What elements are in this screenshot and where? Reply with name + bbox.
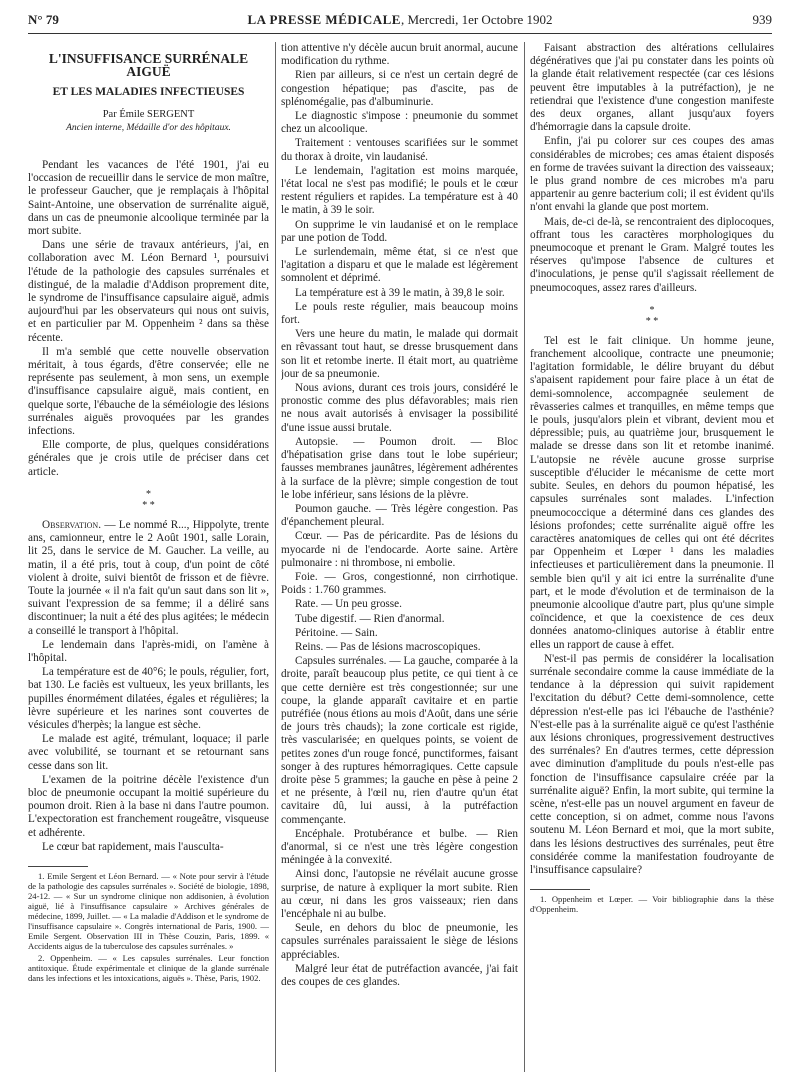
footnote-rule: [28, 866, 88, 867]
paragraph: Nous avions, durant ces trois jours, considéré le pronostic comme des plus défavorables; mais rien ne nous avait autorisés à envisager la possibilité d'une issue aussi brutale.: [281, 382, 518, 434]
section-separator: [28, 489, 269, 511]
paragraph: Malgré leur état de putréfaction avancée, j'ai fait des coupes de ces glandes.: [281, 962, 518, 989]
footnote-rule: [530, 889, 590, 890]
footnote: 1. Oppenheim et Lœper. — Voir bibliographie dans la thèse d'Oppenheim.: [530, 894, 774, 915]
paragraph: N'est-il pas permis de considérer la localisation surrénale secondaire comme la cause immédiate de la tendance à la dépression qui suivit rapidement l'excitation du début? Cette demi-somnolence, cette dépression n'est-elle pas ici l'ébauche de l'asthénie? N'est-elle pas à la surrénalite aiguë ce qu'est l'asthénie aux lésions chroniques, progressivement destructives des surrénales? En d'autres termes, cette dépression avec diminution d'amplitude du pouls n'est-elle pas fonction de l'insuffisance capsulaire créée par la surrénalite aiguë? Enfin, la mort subite, qui termine la scène, n'est-elle pas un nouvel argument en faveur de cette conception, si on admet, comme nous l'avons soutenu M. Léon Bernard et moi, que la mort subite, dans les lésions destructives des surrénales, peut être considérée comme la manifestation foudroyante de l'insuffisance capsulaire?: [530, 652, 774, 876]
observation-label: Observation.: [42, 518, 101, 531]
paragraph: Le pouls reste régulier, mais beaucoup moins fort.: [281, 300, 518, 327]
column-1: [28, 42, 269, 1072]
journal-masthead: [28, 12, 772, 28]
article-title: L'INSUFFISANCE SURRÉNALE AIGUË: [48, 51, 249, 80]
footnote: 2. Oppenheim. — « Les capsules surrénales. Leur fonction antitoxique. Étude expérimentale et clinique de la glande surrénale dans les infections et les intoxications, aiguës ». Thèse, Paris, 1902.: [28, 952, 269, 983]
paragraph: Le surlendemain, même état, si ce n'est que l'agitation a disparu et que le malade est légèrement somnolent et déprimé.: [281, 246, 518, 285]
paragraph: Foie. — Gros, congestionné, non cirrhotique. Poids : 1.760 grammes.: [281, 570, 518, 597]
journal-title: LA PRESSE MÉDICALE: [247, 12, 401, 27]
paragraph: Le lendemain, l'agitation est moins marquée, l'état local ne s'est pas modifié; le pouls et le cœur restent réguliers et rapides. La température est à 40 le matin, à 39 le soir.: [281, 164, 518, 217]
column-2: [281, 42, 518, 1072]
paragraph: Seule, en dehors du bloc de pneumonie, les capsules surrénales paraissaient le siège de lésions appréciables.: [281, 922, 518, 961]
paragraph: Enfin, j'ai pu colorer sur ces coupes des amas considérables de microbes; ces amas étaient disposés en forme de travées suivant la direction des vaisseaux; le plus grand nombre de ces microbes m'a paru appartenir au genre bacterium coli; il est évident qu'ils n'ont envahi la glande que post mortem.: [530, 135, 774, 214]
paragraph: Poumon gauche. — Très légère congestion. Pas d'épanchement pleural.: [281, 502, 518, 529]
paragraph: Vers une heure du matin, le malade qui dormait en rêvassant tout haut, se dresse brusquement dans son lit et retombe inerte. Il était mort, au quatrième jour de sa pneumonie.: [281, 328, 518, 380]
paragraph: Dans une série de travaux antérieurs, j'ai, en collaboration avec M. Léon Bernard ¹, poursuivi l'étude de la pathologie des capsules surrénales et distingué, de la maladie d'Addison proprement dite, le syndrome de l'insuffisance capsulaire aiguë, admis aujourd'hui par les observateurs qui nous ont suivis, et en particulier par M. Oppenheim ² dans sa thèse récente.: [28, 239, 269, 344]
section-separator: [530, 305, 774, 327]
page-header: [28, 12, 772, 32]
paragraph: Encéphale. Protubérance et bulbe. — Rien d'anormal, si ce n'est une très légère congestion méningée à la convexité.: [281, 827, 518, 867]
paragraph: Faisant abstraction des altérations cellulaires dégénératives que j'ai pu constater dans les points où la glande était relativement respectée (car ces lésions peuvent être imputables à la putréfaction), je ne retiendrai que l'existence d'une congestion manifeste des deux organes, allant jusqu'aux foyers d'hémorragie dans la capsule droite.: [530, 42, 774, 134]
paragraph-text: — Le nommé R..., Hippolyte, trente ans, camionneur, entre le 2 Août 1901, salle Lorain, lit 25, dans le service de M. Gaucher. La veille, au matin, il a été pris, tout à coup, d'un point de côté violent à droite, suivi bientôt de frisson et de fièvre. Toute la journée « il n'a fait qu'un saut dans son lit », suivant l'expression de sa femme; il a déliré sans discontinuer; la nuit a été des plus agitées; le médecin a conseillé le transport à l'hôpital.: [28, 518, 269, 637]
article-author: Par Émile SERGENT: [102, 108, 195, 120]
paragraph: Péritoine. — Sain.: [295, 626, 378, 639]
column-3: [530, 42, 774, 1072]
paragraph: Il m'a semblé que cette nouvelle observation méritait, à tous égards, d'être conservée; elle ne représente pas seulement, à mon sens, un exemple d'insuffisance capsulaire aiguë, mais contient, en quelque sorte, l'ébauche de la séméiologie des lésions surrénales aiguës provoquées par les grandes infections.: [28, 345, 269, 438]
column-divider: [275, 42, 276, 1072]
footnote: 1. Emile Sergent et Léon Bernard. — « Note pour servir à l'étude de la pathologie des capsules surrénales ». Société de biologie, 1898, 24-12. — « Sur un syndrome clinique non addisonien, à évolution aiguë, lié à l'insuffisance capsulaire » Archives générales de médecine, 1899, Juillet. — « La maladie d'Addison et le syndrome de l'insuffisance capsulaire ». Congrès international de Paris, 1900. — Emile Sergent. Observation III in Thèse Couzin, Paris, 1899. « Accidents aigus de la tuberculose des capsules surrénales. »: [28, 870, 269, 951]
paragraph: L'examen de la poitrine décèle l'existence d'un bloc de pneumonie occupant la moitié supérieure du poumon droit. Rien à la base ni dans l'autre poumon. L'expectoration est franchement rougeâtre, visqueuse et adhérente.: [28, 773, 269, 839]
paragraph: Reins. — Pas de lésions macroscopiques.: [295, 640, 481, 653]
paragraph: Cœur. — Pas de péricardite. Pas de lésions du myocarde ni de l'endocarde. Aorte saine. Artère pulmonaire : ni thrombose, ni embolie.: [281, 530, 518, 569]
paragraph: Le lendemain dans l'après-midi, on l'amène à l'hôpital.: [28, 638, 269, 664]
paragraph: Ainsi donc, l'autopsie ne révélait aucune grosse surprise, de nature à expliquer la mort subite. Rien au cœur, ni dans les gros vaisseaux; rien dans l'encéphale ni au bulbe.: [281, 868, 518, 920]
paragraph: On supprime le vin laudanisé et on le remplace par une potion de Todd.: [281, 218, 518, 244]
paragraph: Rate. — Un peu grosse.: [295, 598, 402, 611]
paragraph: La température est de 40°6; le pouls, régulier, fort, bat 130. Le faciès est vultueux, les yeux brillants, les pupilles énormément dilatées, égales et régulières; la lèvre supérieure et les narines sont couvertes de vésicules d'herpès; la langue est sèche.: [28, 666, 269, 731]
page-number: 939: [752, 12, 772, 27]
paragraph: Mais, de-ci de-là, se rencontraient des diplocoques, offrant tous les caractères morphologiques du pneumocoque et prenant le Gram. Malgré toutes les réserves qu'impose l'absence de cultures et d'inoculations, je pense qu'il s'agissait réellement de pneumocoques, assez rares d'ailleurs.: [530, 215, 774, 294]
paragraph: Le diagnostic s'impose : pneumonie du sommet chez un alcoolique.: [281, 110, 518, 136]
asterism: * * *: [142, 488, 155, 511]
paragraph: Le malade est agité, trémulant, loquace; il parle avec volubilité, se tournant et se retournant sans cesse dans son lit.: [28, 733, 269, 772]
article-subtitle: ET LES MALADIES INFECTIEUSES: [52, 86, 245, 99]
paragraph: Rien par ailleurs, si ce n'est un certain degré de congestion hépatique; pas d'ascite, pas de splénomégalie, pas d'albuminurie.: [281, 69, 518, 108]
paragraph: Elle comporte, de plus, quelques considérations générales que je crois utile de préciser dans cet article.: [28, 439, 269, 478]
article-heading: [28, 52, 269, 135]
column-divider: [524, 42, 525, 1072]
paragraph: Le cœur bat rapidement, mais l'ausculta-: [42, 840, 224, 853]
paragraph: Traitement : ventouses scarifiées sur le sommet du thorax à droite, vin laudanisé.: [281, 137, 518, 163]
issue-number: N° 79: [28, 12, 59, 27]
paragraph: Capsules surrénales. — La gauche, comparée à la droite, paraît beaucoup plus petite, ce qui tient à ce que cette dernière est très congestionnée; sur une coupe, la glande apparaît cavitaire et en partie putréfiée (nous étions au mois d'Août, dans une série de jours très chauds); la zone corticale est rigide, très vascularisée; en quelques points, se voient de petites zones d'un rouge foncé, punctiformes, faisant songer à des ruptures hémorragiques. Cette capsule droite pèse 5 grammes; la gauche en pèse à peine 2 et ne présente, à l'œil nu, rien d'autre qu'un état cavitaire dû, lui aussi, à la putréfaction commençante.: [281, 655, 518, 826]
paragraph: [28, 519, 269, 638]
paragraph: Autopsie. — Poumon droit. — Bloc d'hépatisation grise dans tout le lobe supérieur; fausses membranes jaunâtres, légèrement adhérentes à la surface de la plèvre; simple congestion de tout le lobe inférieur, sans lésions de la plèvre.: [281, 435, 518, 501]
paragraph: Tube digestif. — Rien d'anormal.: [295, 612, 445, 625]
paragraph: tion attentive n'y décèle aucun bruit anormal, aucune modification du rythme.: [281, 42, 518, 68]
author-affiliation: Ancien interne, Médaille d'or des hôpitaux.: [66, 122, 231, 133]
asterism: * * *: [645, 304, 659, 327]
paragraph: La température est à 39 le matin, à 39,8 le soir.: [295, 286, 505, 299]
paragraph: Tel est le fait clinique. Un homme jeune, franchement alcoolique, contracte une pneumonie; l'agitation formidable, le délire bruyant du début s'apaisent rapidement pour faire place à un état de demi-somnolence, accompagnée seulement de rêvasseries calmes et tranquilles, en même temps que le pouls, jusqu'alors plein et vibrant, devient mou et dépressible; puis, au quatrième jour, brusquement le malade se dresse dans son lit et retombe inanimé. L'autopsie ne révèle aucune grosse surprise susceptible d'élucider le mécanisme de cette mort subite. Seules, en dehors du poumon hépatisé, les capsules surrénales sont malades. L'infection pneumococcique a déterminé dans ces glandes des lésions profondes; cette surrénalite aiguë offre les caractères anatomiques de celles qui ont été décrites par Oppenheim et Lœper ¹ dans les maladies infectieuses et particulièrement dans la pneumonie. Il semble bien qu'il y ait ici entre la surrénalite d'une part, et le mode d'évolution et de terminaison de la pneumonie alcoolique d'autre part, plus qu'une simple coïncidence, et que la coexistence de ces deux données anatomo-cliniques autorise à établir entre elles un rapport de cause à effet.: [530, 334, 774, 651]
paragraph: Pendant les vacances de l'été 1901, j'ai eu l'occasion de recueillir dans le service de mon maître, le professeur Gaucher, que je remplaçais à l'hôpital Saint-Antoine, une observation de surrénalite aiguë, dans un cas de pneumonie alcoolique terminée par la mort subite.: [28, 159, 269, 238]
header-rule: [28, 33, 772, 34]
issue-date: , Mercredi, 1er Octobre 1902: [400, 12, 553, 27]
